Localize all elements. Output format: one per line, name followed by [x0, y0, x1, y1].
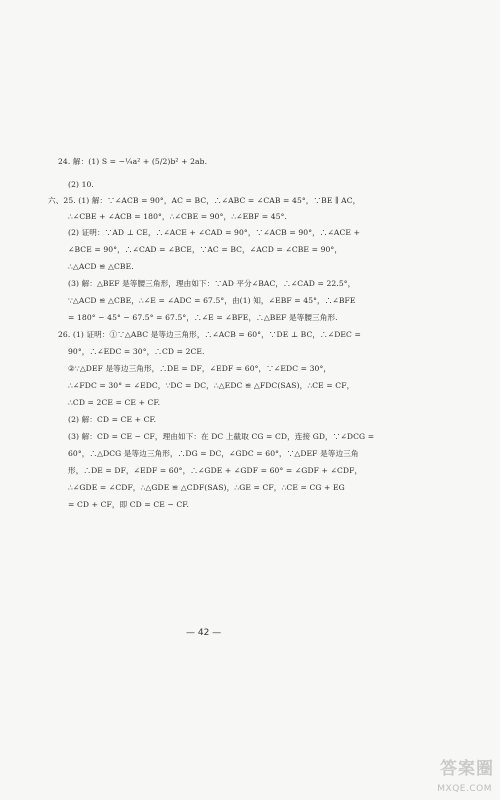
text-line: ∴∠CBE + ∠ACB = 180°，∴∠CBE = 90°，∴∠EBF = 45°.: [68, 212, 288, 221]
text-line: 六、25. (1) 解：∵∠ACB = 90°，AC = BC，∴∠ABC = ∠CAB = 45°，∵BE ∥ AC，: [48, 196, 361, 205]
text-line: ∴△ACD ≌ △CBE.: [68, 262, 134, 271]
text-line: ②∵△DEF 是等边三角形，∴DE = DF，∠EDF = 60°，∵∠EDC = 30°，: [68, 364, 332, 373]
text-line: ∴∠GDE = ∠CDF，∴△GDE ≌ △CDF(SAS)，∴GE = CF，∴CE = CG + EG: [68, 483, 345, 492]
text-line: 24. 解：(1) S = −¼a² + (5/2)b² + 2ab.: [58, 157, 208, 166]
text-line: (2) 10.: [68, 180, 94, 189]
text-line: 26. (1) 证明：①∵△ABC 是等边三角形，∴∠ACB = 60°，∵DE ⊥ BC，∴∠DEC =: [58, 330, 361, 339]
text-line: (2) 证明：∵AD ⊥ CE，∴∠ACE + ∠CAD = 90°，∵∠ACB = 90°，∴∠ACE +: [68, 228, 361, 237]
text-line: (2) 解：CD = CE + CF.: [68, 415, 157, 424]
watermark-logo: [402, 754, 494, 794]
text-line: 60°，∴△DCG 是等边三角形，∴DG = DC，∠GDC = 60°，∵△DEF 是等边三角: [68, 449, 359, 458]
page-number: — 42 —: [186, 628, 222, 638]
text-line: = 180° − 45° − 67.5° = 67.5°，∴∠E = ∠BFE，∴△BEF 是等腰三角形.: [68, 313, 338, 322]
watermark-title: 答案圈: [440, 759, 494, 779]
text-line: (3) 解：CD = CE − CF，理由如下：在 DC 上截取 CG = CD，连接 GD，∵∠DCG =: [68, 432, 375, 441]
text-line: ∵△ACD ≌ △CBE，∴∠E = ∠ADC = 67.5°，由(1) 知，∠EBF = 45°，∴∠BFE: [68, 296, 356, 305]
text-line: ∠BCE = 90°，∴∠CAD = ∠BCE，∵AC = BC，∠ACD = ∠CBE = 90°，: [68, 245, 343, 254]
text-line: 形，∴DE = DF，∠EDF = 60°，∴∠GDE + ∠GDF = 60° = ∠GDF + ∠CDF，: [68, 466, 363, 475]
text-line: 90°，∴∠EDC = 30°，∴CD = 2CE.: [68, 347, 205, 356]
text-line: ∴∠FDC = 30° = ∠EDC，∵DC = DC，∴△EDC ≌ △FDC(SAS)，∴CE = CF，: [68, 381, 355, 390]
watermark-url: MXQE.COM: [437, 784, 492, 794]
text-line: (3) 解：△BEF 是等腰三角形，理由如下：∵AD 平分∠BAC，∴∠CAD = 22.5°，: [68, 279, 356, 288]
text-line: ∴CD = 2CE = CE + CF.: [68, 398, 161, 407]
text-line: = CD + CF，即 CD = CE − CF.: [68, 500, 189, 509]
